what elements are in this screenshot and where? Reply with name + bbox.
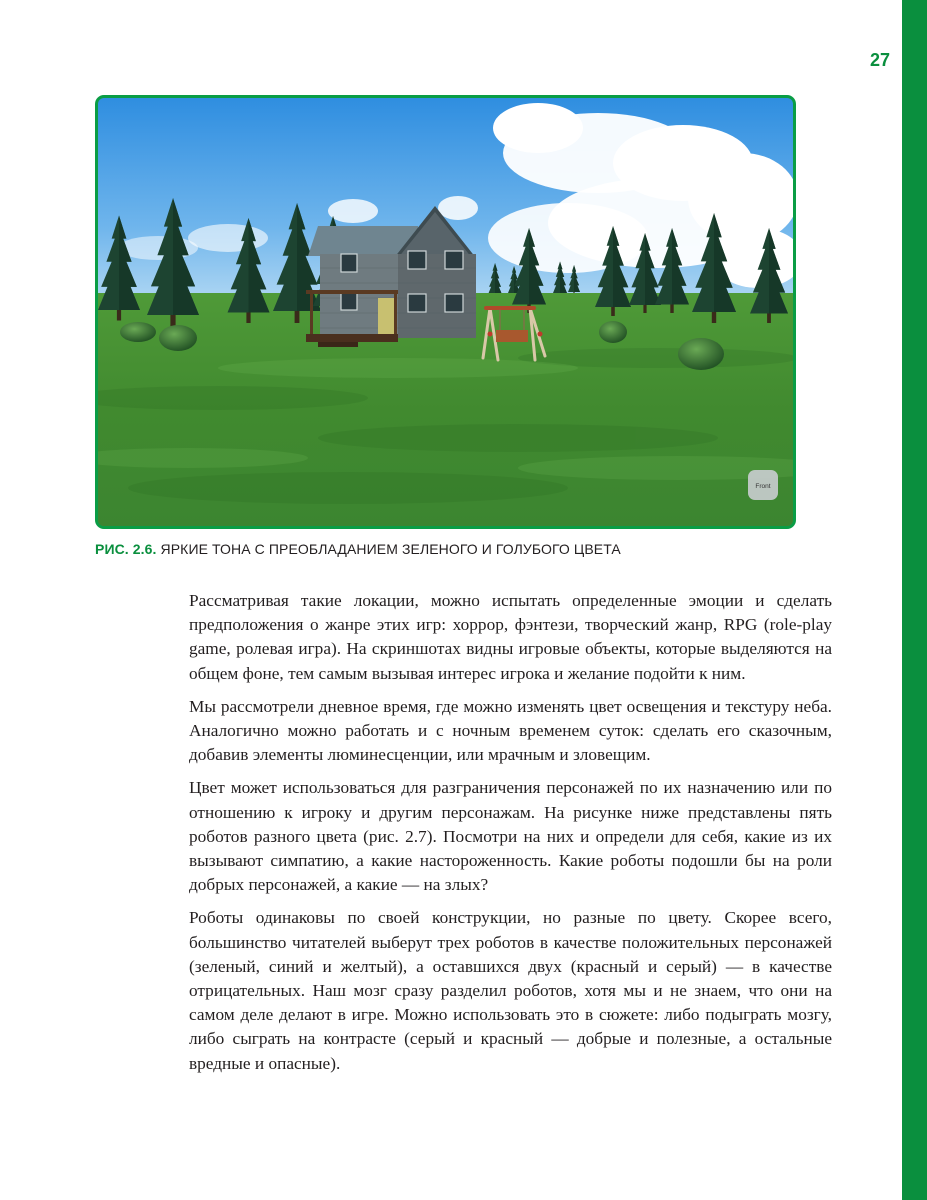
figure-caption bbox=[95, 541, 835, 557]
page-number: 27 bbox=[869, 50, 890, 70]
paragraph-3: Цвет может использоваться для разграничения персонажей по их назначению или по отношению к игроку и другим персонажам. На рисунке ниже представлены пять роботов разного цвета (рис. 2.7). Посмотри на них и определи для себя, какие из их вызывают симпатию, а какие настороженность. Какие роботы подошли бы на роли добрых персонажей, а какие — на злых? bbox=[189, 778, 832, 895]
figure-2-6 bbox=[95, 95, 796, 529]
front-button[interactable] bbox=[748, 470, 778, 500]
game-scene-illustration bbox=[98, 98, 793, 526]
body-text bbox=[189, 589, 832, 1085]
house bbox=[306, 206, 476, 347]
green-side-bar bbox=[902, 0, 927, 1200]
figure-caption-text: ЯРКИЕ ТОНА С ПРЕОБЛАДАНИЕМ ЗЕЛЕНОГО И ГОЛУБОГО ЦВЕТА bbox=[156, 541, 621, 557]
figure-caption-label: РИС. 2.6. bbox=[95, 541, 157, 557]
paragraph-4: Роботы одинаковы по своей конструкции, но разные по цвету. Скорее всего, большинство читателей выберут трех роботов в качестве положительных персонажей (зеленый, синий и желтый), а оставшихся двух (красный и серый) — в качестве отрицательных. Наш мозг сразу разделил роботов, хотя мы и не знаем, что они на самом деле делают в игре. Можно использовать это в сюжете: либо подыграть мозгу, либо сыграть на контрасте (серый и красный — добрые и полезные, а остальные вредные и опасные). bbox=[189, 908, 832, 1073]
paragraph-1: Рассматривая такие локации, можно испытать определенные эмоции и сделать предположения о жанре этих игр: хоррор, фэнтези, творческий жанр, RPG (role-play game, ролевая игра). На скриншотах видны игровые объекты, которые выделяются на общем фоне, тем самым вызывая интерес игрока и желание подойти к ним. bbox=[189, 591, 832, 683]
front-button-label: Front bbox=[755, 483, 771, 490]
paragraph-2: Мы рассмотрели дневное время, где можно изменять цвет освещения и текстуру неба. Аналогично можно работать и с ночным временем суток: сделать его сказочным, добавив элементы люминесценции, или мрачным и зловещим. bbox=[189, 696, 832, 765]
